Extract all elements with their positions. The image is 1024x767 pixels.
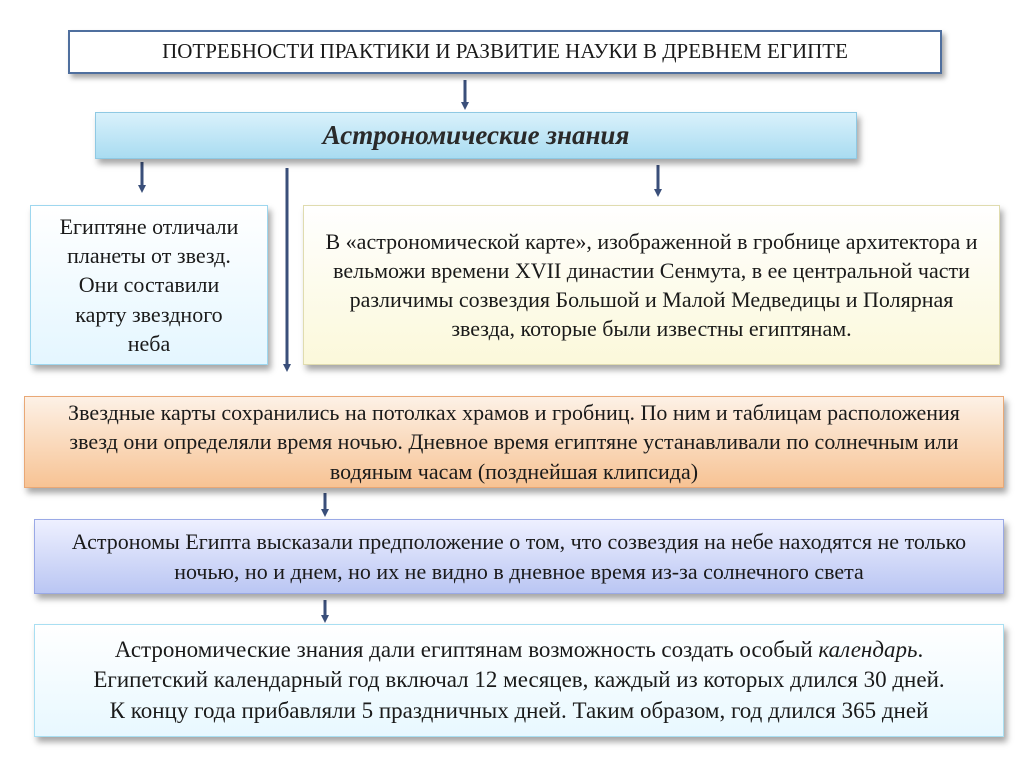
- planets-stars-line-4: карту звездного: [75, 301, 223, 327]
- star-maps-box: [24, 396, 1004, 488]
- calendar-line-1-end: .: [917, 636, 924, 662]
- calendar-box: [34, 624, 1004, 737]
- topic-box: [95, 112, 857, 159]
- calendar-line-2: Египетский календарный год включал 12 месяцев, каждый из которых длился 30 дней.: [93, 667, 945, 693]
- planets-stars-line-2: планеты от звезд.: [67, 243, 231, 269]
- planets-stars-text: [60, 212, 239, 358]
- calendar-text: [93, 635, 944, 727]
- calendar-line-3: К концу года прибавляли 5 праздничных дней. Таким образом, год длился 365 дней: [109, 697, 929, 723]
- planets-stars-line-3: Они составили: [78, 272, 220, 298]
- page-title: ПОТРЕБНОСТИ ПРАКТИКИ И РАЗВИТИЕ НАУКИ В ДРЕВНЕМ ЕГИПТЕ: [162, 39, 848, 64]
- star-maps-text: Звездные карты сохранились на потолках храмов и гробниц. По ним и таблицам расположения звезд они определяли время ночью. Дневное время египтяне устанавливали по солнечным или водяным часам (позднейшая клипсида): [68, 400, 960, 484]
- calendar-emphasis: календарь: [818, 636, 918, 662]
- calendar-line-1: Астрономические знания дали египтянам возможность создать особый: [114, 636, 819, 662]
- planets-stars-line-5: неба: [127, 330, 171, 356]
- topic-heading: Астрономические знания: [322, 119, 630, 150]
- constellations-hypothesis-box: [34, 519, 1004, 594]
- constellations-hypothesis-text: Астрономы Египта высказали предположение о том, что созвездия на небе находятся не только ночью, но и днем, но их не видно в дневное время из-за солнечного света: [71, 529, 967, 584]
- planets-stars-box: [30, 205, 268, 365]
- astronomical-map-box: [303, 205, 1000, 365]
- page-title-box: [68, 30, 942, 74]
- planets-stars-line-1: Египтяне отличали: [59, 213, 239, 239]
- astronomical-map-text: В «астрономической карте», изображенной в гробнице архитектора и вельможи времени XVII династии Сенмута, в ее центральной части различимы созвездия Большой и Малой Медведицы и Полярная звезда, которые были известны египтянам.: [325, 228, 978, 342]
